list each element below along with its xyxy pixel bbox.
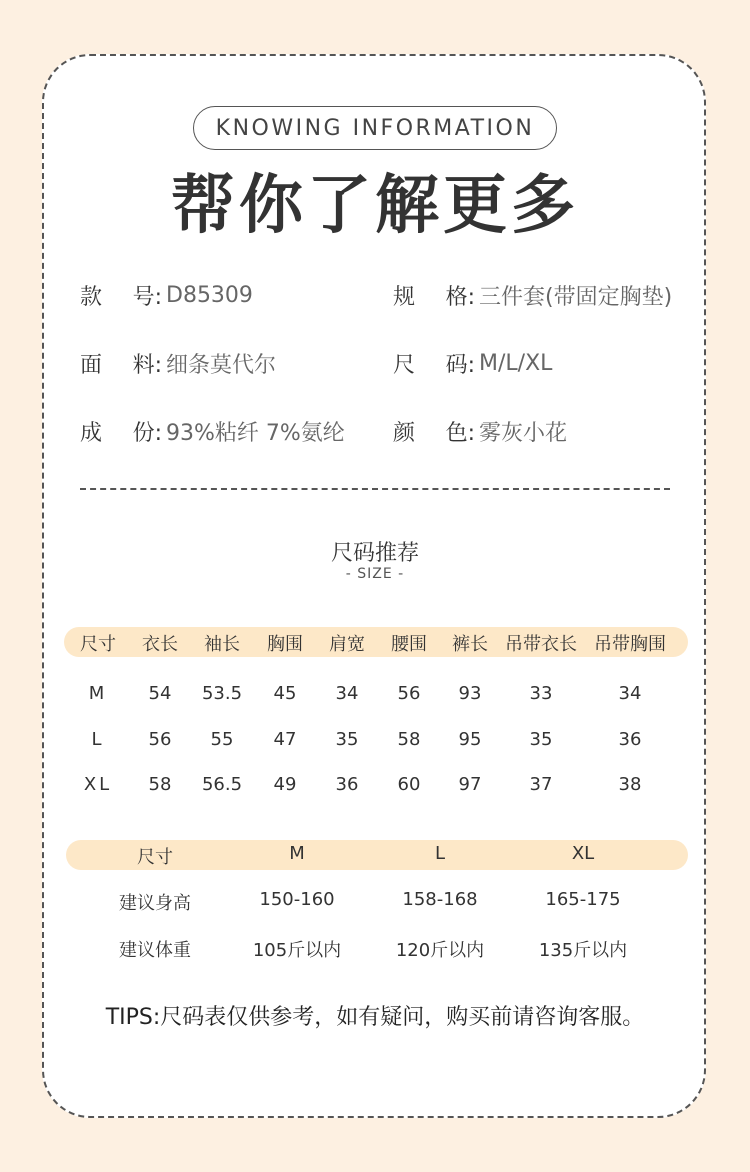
- size-table-cell: 53.5: [201, 683, 243, 704]
- size-table-header: 吊带胸围: [594, 634, 666, 655]
- style-no-value: D85309: [166, 282, 253, 308]
- size-table-header: 衣长: [142, 634, 178, 655]
- size-table-cell: M: [88, 683, 108, 704]
- size-table-cell: 38: [618, 774, 642, 795]
- size-table-cell: 35: [529, 729, 553, 750]
- size-table-cell: L: [91, 729, 105, 750]
- fit-table-header: M: [289, 843, 305, 864]
- fit-table-header: 尺寸: [137, 847, 173, 868]
- size-table-cell: 58: [397, 729, 421, 750]
- fabric-value: 细条莫代尔: [166, 352, 277, 378]
- fit-table-cell: 105斤以内: [252, 940, 342, 961]
- fit-table-cell: 158-168: [402, 889, 478, 910]
- divider: [80, 488, 670, 490]
- size-table-cell: 35: [335, 729, 359, 750]
- page-title: 帮你了解更多: [171, 169, 579, 243]
- size-value: M/L/XL: [479, 350, 553, 376]
- size-table-cell: 55: [210, 729, 234, 750]
- info-fabric: 面 料: 细条莫代尔: [80, 347, 276, 379]
- size-table-cell: 56: [397, 683, 421, 704]
- fit-table-cell: 建议身高: [119, 893, 191, 914]
- size-table-cell: 33: [529, 683, 553, 704]
- size-table-header: 吊带衣长: [505, 634, 577, 655]
- size-section-title: 尺码推荐: [330, 541, 419, 566]
- color-value: 雾灰小花: [479, 420, 568, 446]
- size-table-cell: 45: [273, 683, 297, 704]
- size-table-cell: 36: [335, 774, 359, 795]
- info-size: 尺 码: M/L/XL: [393, 350, 553, 378]
- size-table-header: 尺寸: [80, 634, 116, 655]
- info-spec: 规 格: 三件套(带固定胸垫): [393, 279, 672, 311]
- size-table-cell: 95: [458, 729, 482, 750]
- size-table-header: 袖长: [204, 634, 240, 655]
- size-table-cell: 54: [148, 683, 172, 704]
- knowing-information-badge: [193, 106, 557, 150]
- info-composition: 成 份: 93%粘纤 7%氨纶: [80, 415, 345, 447]
- size-table-header: 腰围: [391, 634, 427, 655]
- size-section-subtitle: - SIZE -: [345, 566, 405, 582]
- size-table-header: 裤长: [452, 634, 488, 655]
- badge-text: KNOWING INFORMATION: [215, 115, 535, 141]
- size-table-cell: 93: [458, 683, 482, 704]
- size-table-cell: 47: [273, 729, 297, 750]
- size-table-cell: 60: [397, 774, 421, 795]
- size-table-cell: 56: [148, 729, 172, 750]
- info-style-no: 款 号: D85309: [80, 282, 253, 310]
- size-table-cell: 36: [618, 729, 642, 750]
- info-color: 颜 色: 雾灰小花: [393, 415, 567, 447]
- size-table-cell: 49: [273, 774, 297, 795]
- fit-table-header: XL: [571, 843, 595, 864]
- tips-text: TIPS:尺码表仅供参考，如有疑问，购买前请咨询客服。: [105, 1005, 645, 1030]
- size-table-header: 胸围: [267, 634, 303, 655]
- size-table-cell: 56.5: [201, 774, 243, 795]
- fit-table-cell: 建议体重: [119, 940, 191, 961]
- size-table-cell: 58: [148, 774, 172, 795]
- size-table-cell: 37: [529, 774, 553, 795]
- size-table-cell: 34: [618, 683, 642, 704]
- fit-table-cell: 135斤以内: [538, 940, 628, 961]
- size-table-cell: 97: [458, 774, 482, 795]
- size-table-cell: 34: [335, 683, 359, 704]
- fit-table-cell: 150-160: [259, 889, 335, 910]
- size-table-cell: XL: [83, 774, 113, 795]
- spec-value: 三件套(带固定胸垫): [479, 284, 673, 310]
- size-table-header: 肩宽: [329, 634, 365, 655]
- fit-table-cell: 165-175: [545, 889, 621, 910]
- fit-table-header: L: [434, 843, 446, 864]
- fit-table-cell: 120斤以内: [395, 940, 485, 961]
- composition-value: 93%粘纤 7%氨纶: [166, 420, 345, 446]
